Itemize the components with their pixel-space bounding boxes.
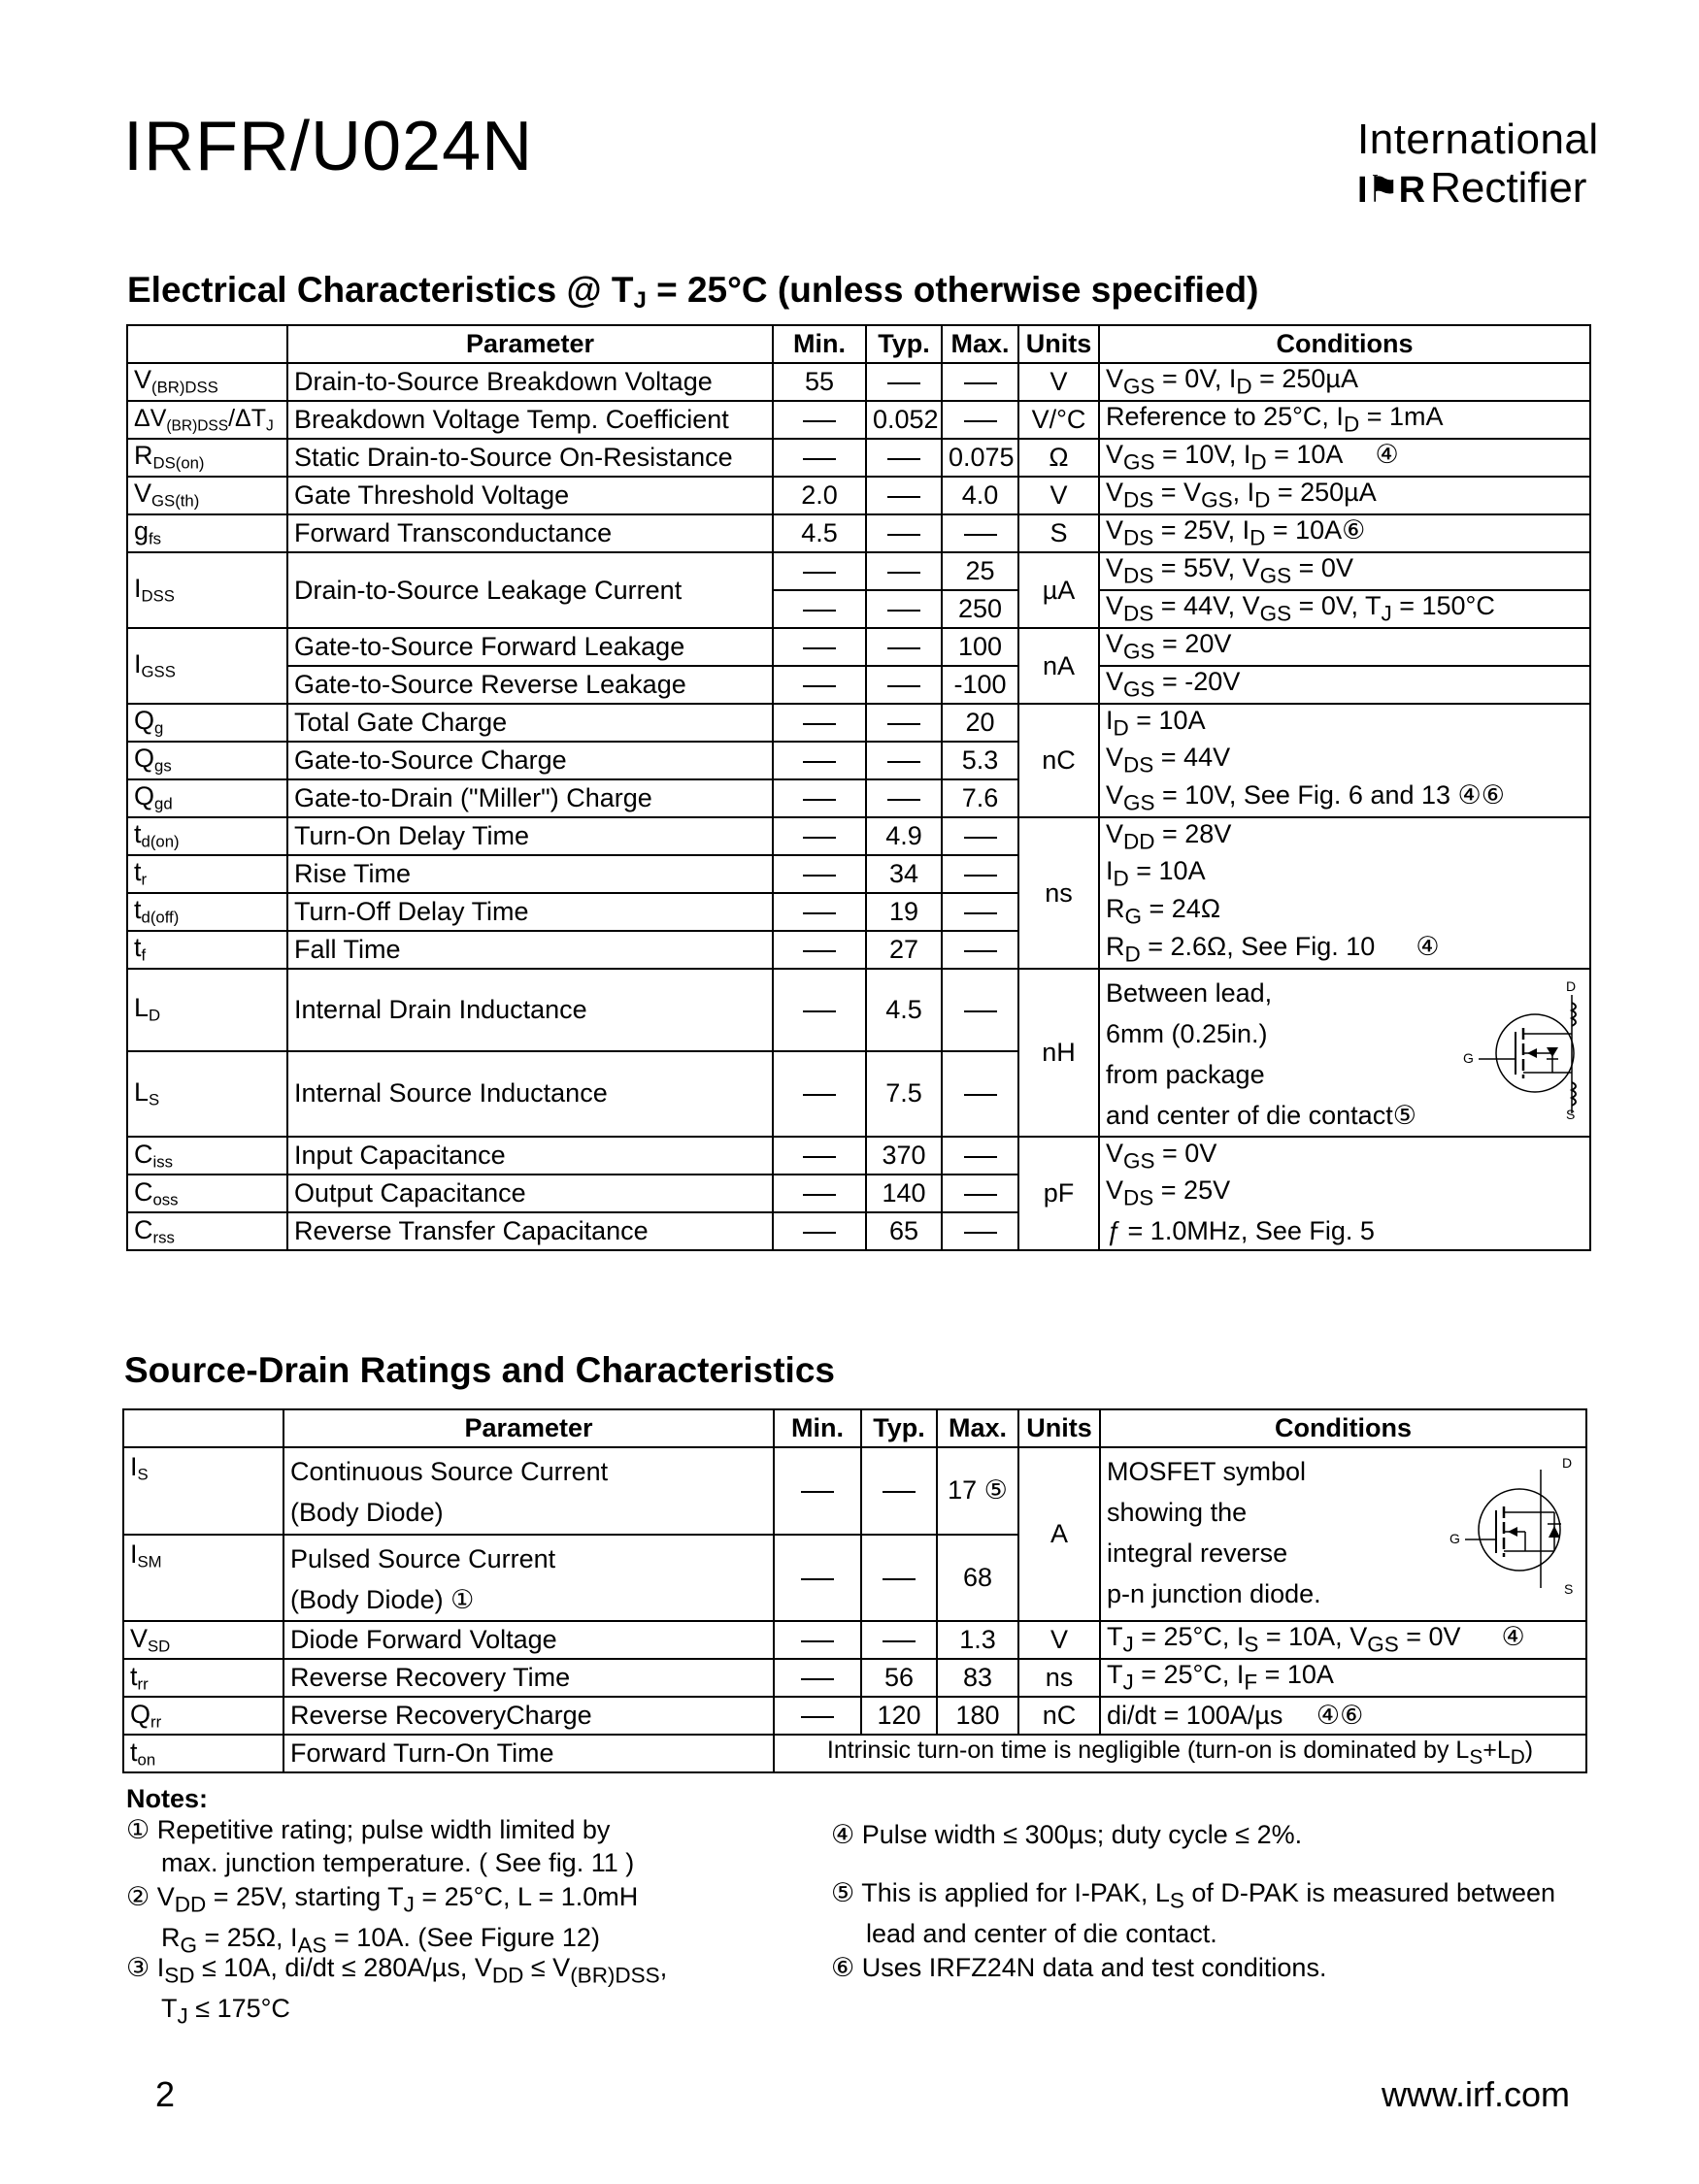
max-cell: 0.075 xyxy=(942,439,1018,477)
table-row xyxy=(127,439,1590,477)
dash-mark xyxy=(887,458,920,460)
dash-mark xyxy=(803,1156,836,1158)
typ-cell: 65 xyxy=(866,1212,942,1250)
min-cell xyxy=(773,1137,866,1175)
parameter-cell: Fall Time xyxy=(287,931,773,969)
dash-mark xyxy=(803,912,836,914)
symbol-cell: $t_r$ xyxy=(127,855,287,893)
symbol-cell: $Q_{gd}$ xyxy=(127,779,287,817)
min-cell xyxy=(773,779,866,817)
conditions-cell: $T_J = 25^\circ C$, $I_S = 10A$, $V_{GS} = 0V$ ④ xyxy=(1100,1621,1586,1659)
conditions-cell: $V_{GS} = 0V$ xyxy=(1099,1137,1590,1175)
conditions-cell xyxy=(1100,1447,1586,1621)
table-row xyxy=(127,477,1590,514)
min-cell xyxy=(773,1212,866,1250)
max-cell: 20 xyxy=(942,704,1018,742)
typ-cell: 0.052 xyxy=(866,401,942,439)
units-cell: pF xyxy=(1018,1137,1099,1250)
parameter-line: Pulsed Source Current xyxy=(290,1543,556,1573)
dash-mark xyxy=(964,1194,997,1196)
gate-label: G xyxy=(1449,1531,1460,1546)
typ-cell xyxy=(866,552,942,590)
parameter-cell: Gate-to-Source Forward Leakage xyxy=(287,628,773,666)
dash-mark xyxy=(803,799,836,801)
max-cell xyxy=(942,931,1018,969)
typ-cell xyxy=(861,1621,937,1659)
conditions-cell xyxy=(1099,969,1590,1137)
parameter-line: Continuous Source Current xyxy=(290,1457,609,1486)
notes-heading: Notes: xyxy=(126,1784,209,1813)
header-conditions: Conditions xyxy=(1099,325,1590,363)
conditions-cell: $I_D = 10A$ xyxy=(1099,855,1590,893)
conditions-cell: $R_G = 24\Omega$ xyxy=(1099,893,1590,931)
dash-mark xyxy=(964,1010,997,1012)
symbol-cell: $V_{GS(th)}$ xyxy=(127,477,287,514)
typ-cell: 27 xyxy=(866,931,942,969)
typ-cell: 140 xyxy=(866,1175,942,1212)
max-cell xyxy=(942,969,1018,1051)
min-cell xyxy=(774,1447,861,1535)
parameter-cell: Forward Turn-On Time xyxy=(283,1735,774,1772)
header-min: Min. xyxy=(773,325,866,363)
dash-mark xyxy=(887,723,920,725)
company-logo-line1: International xyxy=(1357,116,1599,163)
symbol-cell: $I_{GSS}$ xyxy=(127,628,287,704)
dash-mark xyxy=(803,647,836,649)
units-cell: A xyxy=(1018,1447,1100,1621)
parameter-cell: Reverse Recovery Time xyxy=(283,1659,774,1697)
typ-cell: 4.9 xyxy=(866,817,942,855)
gate-label: G xyxy=(1463,1050,1474,1066)
dash-mark xyxy=(801,1640,834,1642)
dash-mark xyxy=(887,761,920,763)
units-cell: V xyxy=(1018,363,1099,401)
page-number: 2 xyxy=(155,2074,176,2114)
conditions-cell: $V_{DD} = 28V$ xyxy=(1099,817,1590,855)
max-cell: 17 ⑤ xyxy=(937,1447,1018,1535)
dash-mark xyxy=(803,458,836,460)
symbol-cell: $t_{d(off)}$ xyxy=(127,893,287,931)
max-cell: 7.6 xyxy=(942,779,1018,817)
dash-mark xyxy=(883,1578,916,1580)
parameter-cell: Output Capacitance xyxy=(287,1175,773,1212)
source-label: S xyxy=(1564,1581,1574,1597)
note-6: ⑥ Uses IRFZ24N data and test conditions. xyxy=(831,1953,1327,1982)
parameter-cell xyxy=(283,1535,774,1622)
parameter-cell: Static Drain-to-Source On-Resistance xyxy=(287,439,773,477)
min-cell xyxy=(773,855,866,893)
inductance-condition-line: 6mm (0.25in.) xyxy=(1106,1018,1268,1048)
dash-mark xyxy=(803,1010,836,1012)
mosfet-condition-line: showing the xyxy=(1107,1497,1248,1527)
header-units: Units xyxy=(1018,325,1099,363)
dash-mark xyxy=(964,875,997,877)
table-row xyxy=(127,969,1590,1051)
parameter-cell: Gate-to-Source Charge xyxy=(287,742,773,779)
min-cell: 55 xyxy=(773,363,866,401)
typ-cell xyxy=(866,514,942,552)
units-cell: Ω xyxy=(1018,439,1099,477)
table-row xyxy=(127,552,1590,590)
symbol-cell: $t_{on}$ xyxy=(123,1735,283,1772)
symbol-cell: $L_S$ xyxy=(127,1051,287,1138)
conditions-cell: $V_{GS} = -20V$ xyxy=(1099,666,1590,704)
max-cell xyxy=(942,893,1018,931)
typ-cell: 120 xyxy=(861,1697,937,1735)
parameter-cell: Forward Transconductance xyxy=(287,514,773,552)
inductance-condition-line: and center of die contact⑤ xyxy=(1106,1100,1416,1130)
min-cell xyxy=(773,1051,866,1138)
mosfet-inductance-icon xyxy=(1457,977,1583,1123)
header-typ: Typ. xyxy=(861,1409,937,1447)
dash-mark xyxy=(964,534,997,536)
conditions-cell: $V_{DS} = 25V$ xyxy=(1099,1175,1590,1212)
min-cell xyxy=(773,628,866,666)
max-cell: 25 xyxy=(942,552,1018,590)
header-conditions: Conditions xyxy=(1100,1409,1586,1447)
dash-mark xyxy=(803,723,836,725)
inductance-condition-line: Between lead, xyxy=(1106,978,1273,1008)
max-cell: 1.3 xyxy=(937,1621,1018,1659)
symbol-cell: $C_{rss}$ xyxy=(127,1212,287,1250)
typ-cell: 19 xyxy=(866,893,942,931)
max-cell xyxy=(942,363,1018,401)
parameter-cell: Input Capacitance xyxy=(287,1137,773,1175)
table-row xyxy=(123,1659,1586,1697)
parameter-cell: Total Gate Charge xyxy=(287,704,773,742)
typ-cell xyxy=(866,779,942,817)
units-cell: µA xyxy=(1018,552,1099,628)
max-cell xyxy=(942,1051,1018,1138)
symbol-cell: $\Delta V_{(BR)DSS}/\Delta T_J$ xyxy=(127,401,287,439)
parameter-cell: Internal Drain Inductance xyxy=(287,969,773,1051)
table-row xyxy=(127,1212,1590,1250)
units-cell: nH xyxy=(1018,969,1099,1137)
dash-mark xyxy=(803,1094,836,1096)
dash-mark xyxy=(801,1716,834,1718)
conditions-cell: ƒ = 1.0MHz, See Fig. 5 xyxy=(1099,1212,1590,1250)
units-cell: nC xyxy=(1018,1697,1100,1735)
max-cell xyxy=(942,855,1018,893)
header-units: Units xyxy=(1018,1409,1100,1447)
dash-mark xyxy=(883,1491,916,1493)
conditions-cell: $R_D = 2.6\Omega$, See Fig. 10 ④ xyxy=(1099,931,1590,969)
max-cell xyxy=(942,1137,1018,1175)
conditions-cell: $V_{DS} = 44V$, $V_{GS} = 0V$, $T_J = 150^\circ C$ xyxy=(1099,590,1590,628)
conditions-cell: $V_{DS} = 25V$, $I_D$ = 10A⑥ xyxy=(1099,514,1590,552)
parameter-cell: Drain-to-Source Breakdown Voltage xyxy=(287,363,773,401)
table-row xyxy=(127,893,1590,931)
parameter-cell: Reverse Transfer Capacitance xyxy=(287,1212,773,1250)
max-cell: 5.3 xyxy=(942,742,1018,779)
table-row xyxy=(127,931,1590,969)
dash-mark xyxy=(801,1491,834,1493)
header-max: Max. xyxy=(937,1409,1018,1447)
header-typ: Typ. xyxy=(866,325,942,363)
company-logo-line2 xyxy=(1357,164,1587,212)
conditions-cell: $I_D = 10A$ xyxy=(1099,704,1590,742)
dash-mark xyxy=(964,912,997,914)
dash-mark xyxy=(887,382,920,384)
dash-mark xyxy=(964,382,997,384)
typ-cell xyxy=(866,666,942,704)
min-cell xyxy=(773,1175,866,1212)
conditions-cell: $V_{DS} = 55V$, $V_{GS} = 0V$ xyxy=(1099,552,1590,590)
dash-mark xyxy=(801,1578,834,1580)
min-cell xyxy=(774,1659,861,1697)
min-cell xyxy=(774,1535,861,1622)
header-max: Max. xyxy=(942,325,1018,363)
typ-cell xyxy=(866,439,942,477)
dash-mark xyxy=(803,950,836,952)
dash-mark xyxy=(803,837,836,839)
dash-mark xyxy=(803,572,836,574)
conditions-cell: $T_J = 25^\circ C$, $I_F = 10A$ xyxy=(1100,1659,1586,1697)
max-cell xyxy=(942,514,1018,552)
parameter-cell xyxy=(283,1447,774,1535)
conditions-cell: $V_{GS} = 0V$, $I_D = 250\mu A$ xyxy=(1099,363,1590,401)
dash-mark xyxy=(803,420,836,422)
typ-cell xyxy=(866,590,942,628)
ior-logo-mark: I⚑R xyxy=(1357,170,1425,211)
symbol-cell: $V_{(BR)DSS}$ xyxy=(127,363,287,401)
dash-mark xyxy=(887,572,920,574)
source-drain-table xyxy=(122,1408,1587,1773)
units-cell: V xyxy=(1018,477,1099,514)
symbol-cell: $V_{SD}$ xyxy=(123,1621,283,1659)
dash-mark xyxy=(964,1232,997,1234)
typ-cell xyxy=(866,742,942,779)
dash-mark xyxy=(887,610,920,612)
min-cell xyxy=(774,1621,861,1659)
note-5: ⑤ This is applied for I-PAK, $L_S$ of D-PAK is measured between lead and center of die contact. xyxy=(831,1878,1556,1949)
units-cell: nA xyxy=(1018,628,1099,704)
parameter-cell: Internal Source Inductance xyxy=(287,1051,773,1138)
conditions-cell: $V_{GS} = 10V$, See Fig. 6 and 13 ④⑥ xyxy=(1099,779,1590,817)
dash-mark xyxy=(801,1678,834,1680)
table-header-row xyxy=(123,1409,1586,1447)
symbol-cell: $I_S$ xyxy=(123,1447,283,1535)
dash-mark xyxy=(887,496,920,498)
min-cell xyxy=(773,969,866,1051)
parameter-cell: Gate-to-Source Reverse Leakage xyxy=(287,666,773,704)
dash-mark xyxy=(964,950,997,952)
units-cell: nC xyxy=(1018,704,1099,817)
parameter-cell: Turn-On Delay Time xyxy=(287,817,773,855)
table-row xyxy=(127,401,1590,439)
symbol-cell: $I_{DSS}$ xyxy=(127,552,287,628)
table-row xyxy=(123,1621,1586,1659)
typ-cell: 34 xyxy=(866,855,942,893)
parameter-cell: Reverse RecoveryCharge xyxy=(283,1697,774,1735)
table-row xyxy=(123,1697,1586,1735)
dash-mark xyxy=(803,1194,836,1196)
min-cell xyxy=(773,439,866,477)
table-row xyxy=(127,742,1590,779)
max-cell xyxy=(942,401,1018,439)
table-row xyxy=(123,1447,1586,1535)
mosfet-condition-line: integral reverse xyxy=(1107,1538,1288,1568)
max-cell xyxy=(942,1175,1018,1212)
note-4: ④ Pulse width ≤ 300µs; duty cycle ≤ 2%. xyxy=(831,1820,1303,1849)
table-row xyxy=(127,779,1590,817)
parameter-cell: Diode Forward Voltage xyxy=(283,1621,774,1659)
min-cell xyxy=(773,742,866,779)
parameter-cell: Turn-Off Delay Time xyxy=(287,893,773,931)
dash-mark xyxy=(887,799,920,801)
symbol-cell: $I_{SM}$ xyxy=(123,1535,283,1622)
source-drain-title: Source-Drain Ratings and Characteristics xyxy=(124,1350,835,1390)
parameter-cell: Rise Time xyxy=(287,855,773,893)
symbol-cell: $R_{DS(on)}$ xyxy=(127,439,287,477)
header-parameter: Parameter xyxy=(287,325,773,363)
dash-mark xyxy=(964,420,997,422)
max-cell: 180 xyxy=(937,1697,1018,1735)
conditions-cell: di/dt = 100A/µs ④⑥ xyxy=(1100,1697,1586,1735)
inductance-condition-line: from package xyxy=(1106,1059,1265,1089)
conditions-cell: $V_{DS} = 44V$ xyxy=(1099,742,1590,779)
table-row xyxy=(127,363,1590,401)
typ-cell xyxy=(861,1447,937,1535)
min-cell: 2.0 xyxy=(773,477,866,514)
header-min: Min. xyxy=(774,1409,861,1447)
table-row xyxy=(127,817,1590,855)
parameter-cell: Breakdown Voltage Temp. Coefficient xyxy=(287,401,773,439)
dash-mark xyxy=(964,1156,997,1158)
dash-mark xyxy=(803,761,836,763)
typ-cell: 370 xyxy=(866,1137,942,1175)
drain-label: D xyxy=(1566,978,1577,994)
typ-cell xyxy=(866,628,942,666)
units-cell: V xyxy=(1018,1621,1100,1659)
max-cell xyxy=(942,817,1018,855)
symbol-cell: $g_{fs}$ xyxy=(127,514,287,552)
symbol-cell: $Q_{gs}$ xyxy=(127,742,287,779)
table-header-row xyxy=(127,325,1590,363)
symbol-cell: $t_f$ xyxy=(127,931,287,969)
min-cell xyxy=(773,704,866,742)
max-cell: -100 xyxy=(942,666,1018,704)
min-cell xyxy=(774,1697,861,1735)
table-row xyxy=(123,1735,1586,1772)
units-cell: S xyxy=(1018,514,1099,552)
dash-mark xyxy=(803,685,836,687)
symbol-cell: $t_{rr}$ xyxy=(123,1659,283,1697)
symbol-cell: $C_{oss}$ xyxy=(127,1175,287,1212)
drain-label: D xyxy=(1562,1456,1573,1471)
mosfet-condition-line: MOSFET symbol xyxy=(1107,1457,1307,1486)
min-cell: 4.5 xyxy=(773,514,866,552)
units-cell: ns xyxy=(1018,1659,1100,1697)
conditions-cell: $V_{DS} = V_{GS}$, $I_D = 250\mu A$ xyxy=(1099,477,1590,514)
table-row xyxy=(127,1175,1590,1212)
conditions-cell: Reference to 25°C, $I_D = 1mA$ xyxy=(1099,401,1590,439)
typ-cell: 56 xyxy=(861,1659,937,1697)
conditions-cell: $V_{GS} = 20V$ xyxy=(1099,628,1590,666)
table-row xyxy=(127,666,1590,704)
mosfet-diode-icon xyxy=(1444,1456,1580,1598)
max-cell: 100 xyxy=(942,628,1018,666)
table-row xyxy=(127,704,1590,742)
dash-mark xyxy=(887,685,920,687)
conditions-cell: $V_{GS} = 10V$, $I_D = 10A$ ④ xyxy=(1099,439,1590,477)
max-cell: 83 xyxy=(937,1659,1018,1697)
typ-cell xyxy=(866,477,942,514)
dash-mark xyxy=(803,875,836,877)
symbol-cell: $t_{d(on)}$ xyxy=(127,817,287,855)
parameter-line: (Body Diode) xyxy=(290,1497,444,1527)
header-parameter: Parameter xyxy=(283,1409,774,1447)
typ-cell: 4.5 xyxy=(866,969,942,1051)
max-cell xyxy=(942,1212,1018,1250)
electrical-characteristics-table xyxy=(126,324,1591,1251)
parameter-line: (Body Diode) ① xyxy=(290,1584,475,1614)
symbol-cell: $Q_{rr}$ xyxy=(123,1697,283,1735)
dash-mark xyxy=(964,837,997,839)
dash-mark xyxy=(883,1640,916,1642)
dash-mark xyxy=(964,1094,997,1096)
dash-mark xyxy=(887,534,920,536)
min-cell xyxy=(773,817,866,855)
table-row xyxy=(127,1137,1590,1175)
typ-cell xyxy=(866,704,942,742)
units-cell: ns xyxy=(1018,817,1099,969)
note-1: ① Repetitive rating; pulse width limited by max. junction temperature. ( See fig. 11 ) xyxy=(126,1815,635,1877)
min-cell xyxy=(773,931,866,969)
typ-cell: 7.5 xyxy=(866,1051,942,1138)
min-cell xyxy=(773,401,866,439)
parameter-cell: Gate-to-Drain ("Miller") Charge xyxy=(287,779,773,817)
electrical-characteristics-title: Electrical Characteristics @ TJ = 25°C (unless otherwise specified) xyxy=(127,270,1259,314)
logo-rectifier: Rectifier xyxy=(1430,164,1587,212)
units-cell: V/°C xyxy=(1018,401,1099,439)
note-3: ③ $I_{SD} \le 10A$, di/dt ≤ 280A/µs, $V_{DD} \le V_{(BR)DSS}$, $T_J \le 175^\circ C$ xyxy=(126,1953,668,2029)
max-cell: 4.0 xyxy=(942,477,1018,514)
part-number: IRFR/U024N xyxy=(123,108,534,185)
dash-mark xyxy=(803,1232,836,1234)
max-cell: 250 xyxy=(942,590,1018,628)
symbol-cell: $Q_g$ xyxy=(127,704,287,742)
min-cell xyxy=(773,893,866,931)
website-link[interactable]: www.irf.com xyxy=(1382,2074,1571,2114)
source-label: S xyxy=(1566,1107,1576,1122)
note-2: ② $V_{DD} = 25V$, starting $T_J = 25^\circ C$, L = 1.0mH $R_G = 25\Omega$, $I_{AS} = 10A$. (See Figure 12) xyxy=(126,1882,639,1958)
turn-on-note-cell: Intrinsic turn-on time is negligible (turn-on is dominated by $L_S+L_D$) xyxy=(774,1735,1586,1772)
table-row xyxy=(127,514,1590,552)
mosfet-condition-line: p-n junction diode. xyxy=(1107,1578,1321,1608)
typ-cell xyxy=(861,1535,937,1622)
symbol-cell: $C_{iss}$ xyxy=(127,1137,287,1175)
parameter-cell: Drain-to-Source Leakage Current xyxy=(287,552,773,628)
max-cell: 68 xyxy=(937,1535,1018,1622)
min-cell xyxy=(773,666,866,704)
dash-mark xyxy=(803,610,836,612)
min-cell xyxy=(773,552,866,590)
typ-cell xyxy=(866,363,942,401)
dash-mark xyxy=(887,647,920,649)
symbol-cell: $L_D$ xyxy=(127,969,287,1051)
table-row xyxy=(127,628,1590,666)
table-row xyxy=(127,855,1590,893)
min-cell xyxy=(773,590,866,628)
parameter-cell: Gate Threshold Voltage xyxy=(287,477,773,514)
